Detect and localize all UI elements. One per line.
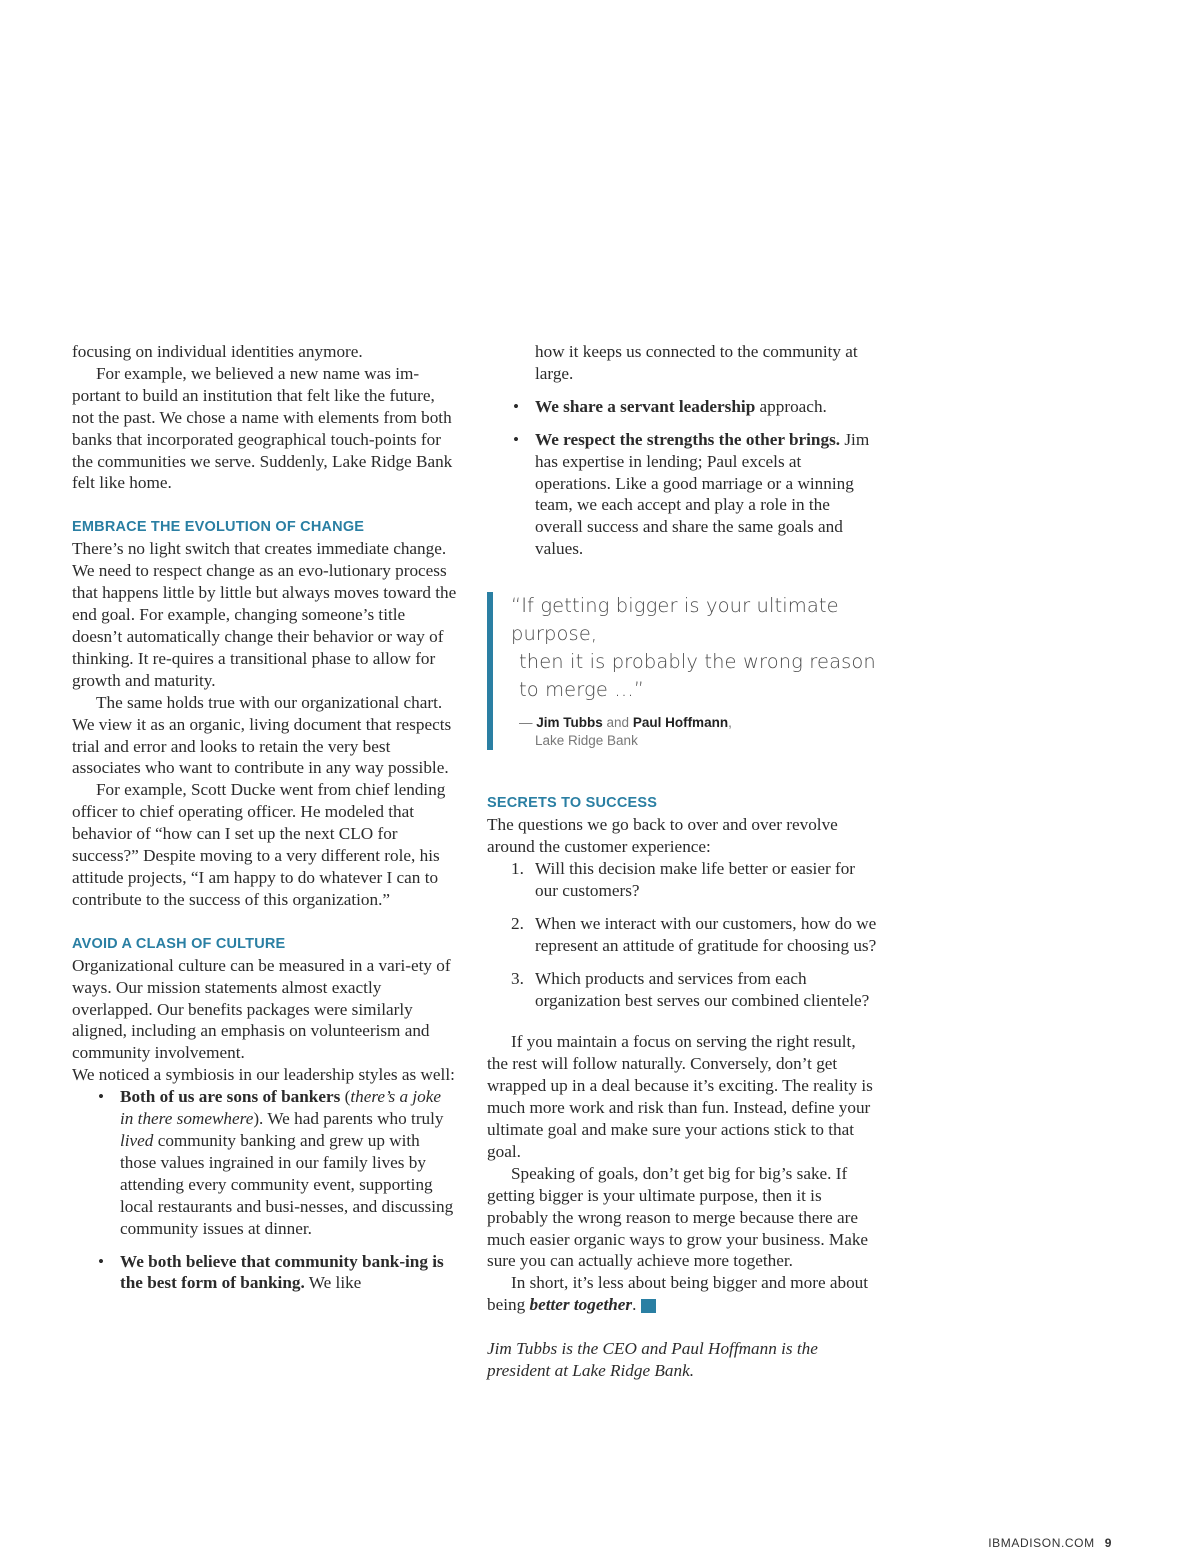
list-number: 3.	[511, 968, 524, 988]
bullet-text: approach.	[755, 396, 827, 416]
paragraph-light-switch: There’s no light switch that creates immediate change. We need to respect change as an evo-lutionary process that happens little by little but always moves toward the end goal. For example, changing someone’s title doesn’t automatically change their behavior or way of thinking. It re-quires a transitional phase to allow for growth and maturity.	[72, 539, 457, 690]
bullet-bold-text: We share a servant leadership	[535, 396, 756, 416]
bullet-icon: •	[98, 1251, 105, 1271]
list-item	[487, 913, 879, 957]
list-item-text: When we interact with our customers, how do we represent an attitude of gratitude for choosing us?	[535, 913, 877, 955]
footer-site: IBMADISON.COM	[988, 1536, 1095, 1550]
pull-quote	[487, 592, 879, 750]
leadership-bullets	[72, 1086, 458, 1294]
paragraph-in-short	[487, 1272, 879, 1316]
list-item	[487, 858, 879, 902]
bullet-italic-text: there’s a joke in there somewhere	[120, 1087, 442, 1129]
bullet-bold-text: We both believe that community bank-ing is the best form of banking.	[120, 1251, 444, 1293]
heading-evolution: EMBRACE THE EVOLUTION OF CHANGE	[72, 519, 365, 536]
paragraph-focus: If you maintain a focus on serving the right result, the rest will follow naturally. Conversely, don’t get wrapped up in a deal because it’s exciting. The reality is much more work and risk than fun. Instead, define your ultimate goal and make sure your actions stick to that goal.	[487, 1032, 873, 1161]
list-item	[487, 396, 879, 418]
bullet-text: ). We had parents who truly	[253, 1109, 444, 1129]
paragraph-text: In short, it’s less about being bigger and more about being	[487, 1273, 869, 1315]
bullet-icon: •	[98, 1087, 105, 1107]
list-number: 1.	[511, 858, 524, 878]
attr-comma: ,	[728, 715, 732, 731]
heading-secrets: SECRETS TO SUCCESS	[487, 795, 658, 812]
bullet-text: We like	[304, 1273, 362, 1293]
paragraph-text: .	[632, 1295, 641, 1315]
page-footer	[988, 1536, 1112, 1550]
list-item-text: Will this decision make life better or easier for our customers?	[535, 858, 856, 900]
author-byline: Jim Tubbs is the CEO and Paul Hoffmann is the president at Lake Ridge Bank.	[487, 1339, 818, 1381]
pull-quote-line: “If getting bigger is your ultimate purpose,	[511, 594, 839, 646]
pull-quote-line: then it is probably the wrong reason to merge …”	[519, 650, 876, 702]
bullet-text: community banking and grew up with those values ingrained in our family lives by attending every community event, supporting local restaurants and busi-nesses, and discussing community issues at dinner.	[120, 1131, 454, 1238]
leadership-bullets-continued	[487, 396, 879, 560]
bullet-bold-text: Both of us are sons of bankers	[120, 1087, 341, 1107]
paragraph-continued: focusing on individual identities anymore.	[72, 342, 363, 361]
bullet-text: Jim has expertise in lending; Paul excels at operations. Like a good marriage or a winning team, we each accept and play a role in the overall success and share the same goals and values.	[535, 429, 870, 559]
bullet-bold-text: We respect the strengths the other brings.	[535, 429, 841, 449]
right-column	[487, 341, 879, 1382]
attr-name: Jim Tubbs	[536, 715, 603, 731]
attr-organization: Lake Ridge Bank	[535, 733, 638, 749]
attr-name: Paul Hoffmann	[632, 715, 729, 731]
bullet-text: (	[340, 1087, 351, 1107]
paragraph-scott-ducke: For example, Scott Ducke went from chief lending officer to chief operating officer. He modeled that behavior of “how can I set up the next CLO for success?” Despite moving to a very different role, his attitude projects, “I am happy to do whatever I can to contribute to the success of this organization.”	[72, 780, 446, 909]
paragraph-org-chart: The same holds true with our organizational chart. We view it as an organic, living document that respects trial and error and looks to retain the very best associates who want to contribute in any way possible.	[72, 692, 452, 778]
end-mark-icon: IB	[641, 1299, 656, 1313]
bullet-icon: •	[513, 396, 520, 416]
list-item	[487, 968, 879, 1012]
pull-quote-attribution	[511, 714, 879, 750]
emphasis-text: better together	[529, 1295, 633, 1315]
bullet-continuation: how it keeps us connected to the community at large.	[535, 342, 858, 383]
attr-and: and	[602, 715, 633, 731]
attr-dash: —	[519, 715, 537, 731]
paragraph-symbiosis: We noticed a symbiosis in our leadership styles as well:	[72, 1065, 455, 1085]
left-column	[72, 341, 458, 1305]
list-item	[487, 429, 879, 560]
paragraph-goals: Speaking of goals, don’t get big for big’s sake. If getting bigger is your ultimate purpose, then it is probably the wrong reason to merge because there are much easier organic ways to grow your business. Make sure you can actually achieve more together.	[487, 1163, 869, 1271]
list-item	[72, 1251, 458, 1295]
page-number: 9	[1104, 1536, 1112, 1550]
paragraph-org-culture: Organizational culture can be measured in a vari-ety of ways. Our mission statements almost exactly overlapped. Our benefits packages were similarly aligned, including an emphasis on volunteerism and community involvement.	[72, 955, 451, 1063]
list-number: 2.	[511, 913, 524, 933]
bullet-icon: •	[513, 429, 520, 449]
pull-quote-text	[511, 592, 879, 704]
paragraph-new-name: For example, we believed a new name was im-portant to build an institution that felt like the future, not the past. We chose a name with elements from both banks that incorporated geographical touch-points for the communities we serve. Suddenly, Lake Ridge Bank felt like home.	[72, 363, 453, 493]
bullet-italic-text: lived	[120, 1131, 154, 1150]
questions-list	[487, 858, 879, 1011]
heading-culture: AVOID A CLASH OF CULTURE	[72, 935, 286, 952]
list-item-text: Which products and services from each organization best serves our combined clientele?	[535, 968, 870, 1010]
list-item	[72, 1086, 458, 1239]
paragraph-questions: The questions we go back to over and over revolve around the customer experience:	[487, 815, 838, 857]
